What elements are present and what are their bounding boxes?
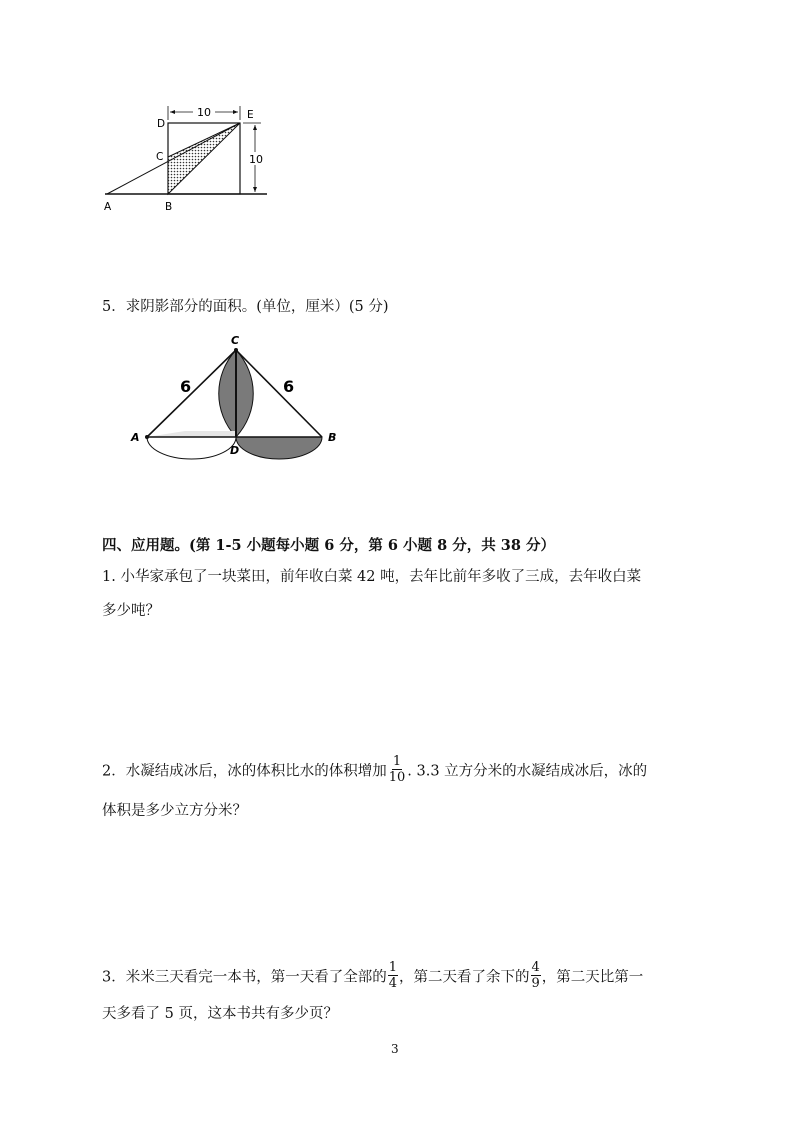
fraction-denominator: 4 (388, 976, 398, 991)
label-left-6: 6 (180, 377, 192, 396)
figure-square-triangle (95, 98, 285, 218)
problem-2-line-2: 体积是多少立方分米？ (102, 803, 247, 819)
label-right-6: 6 (283, 377, 295, 396)
problem-2-text-b: . 3.3 立方分米的水凝结成冰后，冰的 (407, 763, 648, 780)
problem-1-line-1: 1. 小华家承包了一块菜田，前年收白菜 42 吨，去年比前年多收了三成，去年收白菜 (102, 569, 642, 585)
problem-3-text-c: ，第二天比第一 (541, 969, 644, 986)
label-c2: C (231, 334, 240, 347)
shaded-semicircle-db (236, 437, 322, 459)
label-a2: A (131, 431, 140, 444)
fraction-numerator: 1 (392, 754, 402, 769)
question-5: 5．求阴影部分的面积。(单位，厘米）(5 分) (102, 299, 389, 315)
fraction-numerator: 4 (531, 960, 540, 975)
problem-2-text-a: 2．水凝结成冰后，冰的体积比水的体积增加 (102, 763, 387, 780)
problem-1-line-2: 多少吨？ (102, 603, 160, 619)
label-a: A (104, 201, 112, 213)
label-b: B (165, 201, 173, 213)
problem-3-text-a: 3．米米三天看完一本书，第一天看了全部的 (102, 969, 387, 986)
problem-2-line-1 (102, 756, 647, 787)
label-c: C (156, 151, 164, 163)
fraction-denominator: 9 (531, 976, 540, 991)
fraction-four-ninths (531, 960, 541, 991)
label-b2: B (328, 431, 337, 444)
figure-triangle-semicircles (125, 330, 355, 465)
problem-3-line-1 (102, 962, 643, 993)
fraction-one-tenth (388, 754, 407, 785)
label-e: E (247, 109, 254, 121)
fraction-denominator: 10 (388, 770, 406, 785)
section-heading: 四、应用题。(第 1-5 小题每小题 6 分，第 6 小题 8 分，共 38 分） (102, 537, 555, 554)
label-d: D (157, 118, 166, 130)
problem-3-line-2: 天多看了 5 页，这本书共有多少页？ (102, 1006, 338, 1022)
semicircle-ad (147, 437, 236, 459)
dim-top-label: 10 (197, 106, 211, 119)
dim-right-label: 10 (249, 153, 263, 166)
problem-3-text-b: ，第二天看了余下的 (399, 969, 530, 986)
fraction-numerator: 1 (388, 960, 398, 975)
label-d2: D (230, 444, 240, 457)
page-number: 3 (391, 1042, 399, 1056)
fraction-one-quarter (388, 960, 398, 991)
shaded-triangle (168, 123, 240, 194)
